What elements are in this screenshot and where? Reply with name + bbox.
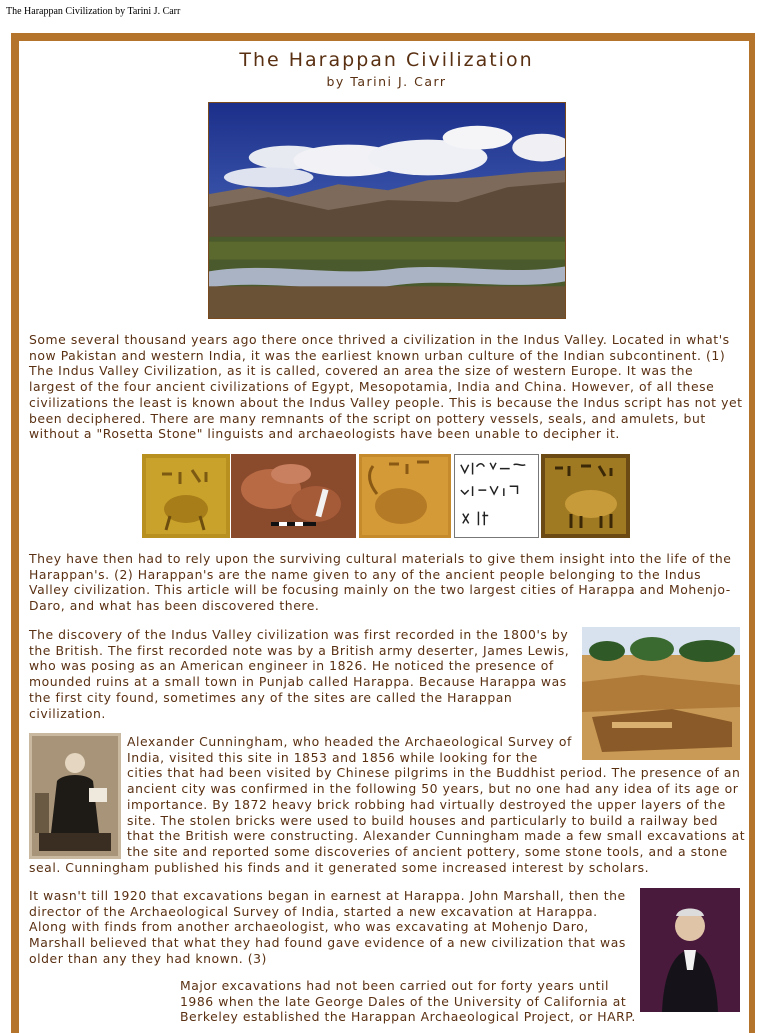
indus-script-signs-image xyxy=(454,454,539,538)
byline: by Tarini J. Carr xyxy=(326,74,447,89)
page-title: The Harappan Civilization xyxy=(239,49,534,71)
unicorn-seal-photo xyxy=(142,454,230,538)
cunningham-paragraph-end: seal. Cunningham published his finds and it generated some increased interest by scholars. xyxy=(29,860,650,875)
page-header: The Harappan Civilization by Tarini J. Carr xyxy=(6,6,181,17)
excavated-pottery-photo xyxy=(231,454,356,538)
intro-paragraph: Some several thousand years ago there once thrived a civilization in the Indus Valley. Located in what's now Pakistan and western India, it was the earliest known urban culture of the Indian subcontinent. (1) The Indus Valley Civilization, as it is called, covered an area the size of western Europe. It was the largest of the four ancient civilizations of Egypt, Mesopotamia, India and China. However, of all these civilizations the least is known about the Indus Valley people. This is because the Indus script has not yet been deciphered. There are many remnants of the script on pottery vessels, seals, and amulets, but without a "Rosetta Stone" linguists and archaeologists have been unable to decipher it. xyxy=(29,332,743,442)
marshall-portrait xyxy=(640,888,740,1012)
bull-seal-photo xyxy=(359,454,451,538)
context-paragraph: They have then had to rely upon the surviving cultural materials to give them insight into the life of the Harappan's. (2) Harappan's are the name given to any of the ancient people belonging to the Indus Valley civilization. This article will be focusing mainly on the two largest cities of Harappa and Mohenjo- Daro, and what has been discovered there. xyxy=(29,551,732,614)
discovery-paragraph: The discovery of the Indus Valley civilization was first recorded in the 1800's by the British. The first recorded note was by a British army deserter, James Lewis, who was posing as an American engineer in 1826. He noticed the presence of mounded ruins at a small town in Punjab called Harappa. Because Harappa was the first city found, sometimes any of the sites are called the Harappan civilization. xyxy=(29,627,570,721)
landscape-photo xyxy=(208,102,566,319)
excavations-paragraph: Major excavations had not been carried out for forty years until 1986 when the late George Dales of the University of California at Berkeley established the Harappan Archaeological Project, or HARP. xyxy=(180,978,636,1025)
cunningham-portrait xyxy=(29,733,121,859)
bull-seal-impression-photo xyxy=(541,454,630,538)
cunningham-paragraph: Alexander Cunningham, who headed the Archaeological Survey of India, visited this site in 1853 and 1856 while looking for the cities that had been visited by Chinese pilgrims in the Buddhist period. The presence of an ancient city was confirmed in the following 50 years, but no one had any idea of its age or importance. By 1872 heavy brick robbing had virtually destroyed the upper layers of the site. The stolen bricks were used to build houses and particularly to build a railway bed that the British were constructing. Alexander Cunningham made a few small excavations at the site and reported some discoveries of ancient pottery, some stone tools, and a stone xyxy=(127,734,746,859)
marshall-paragraph: It wasn't till 1920 that excavations began in earnest at Harappa. John Marshall, then the director of the Archaeological Survey of India, started a new excavation at Harappa. Along with finds from another archaeologist, who was excavating at Mohenjo Daro, Marshall believed that what they had found gave evidence of a new civilization that was older than any they had known. (3) xyxy=(29,888,626,966)
